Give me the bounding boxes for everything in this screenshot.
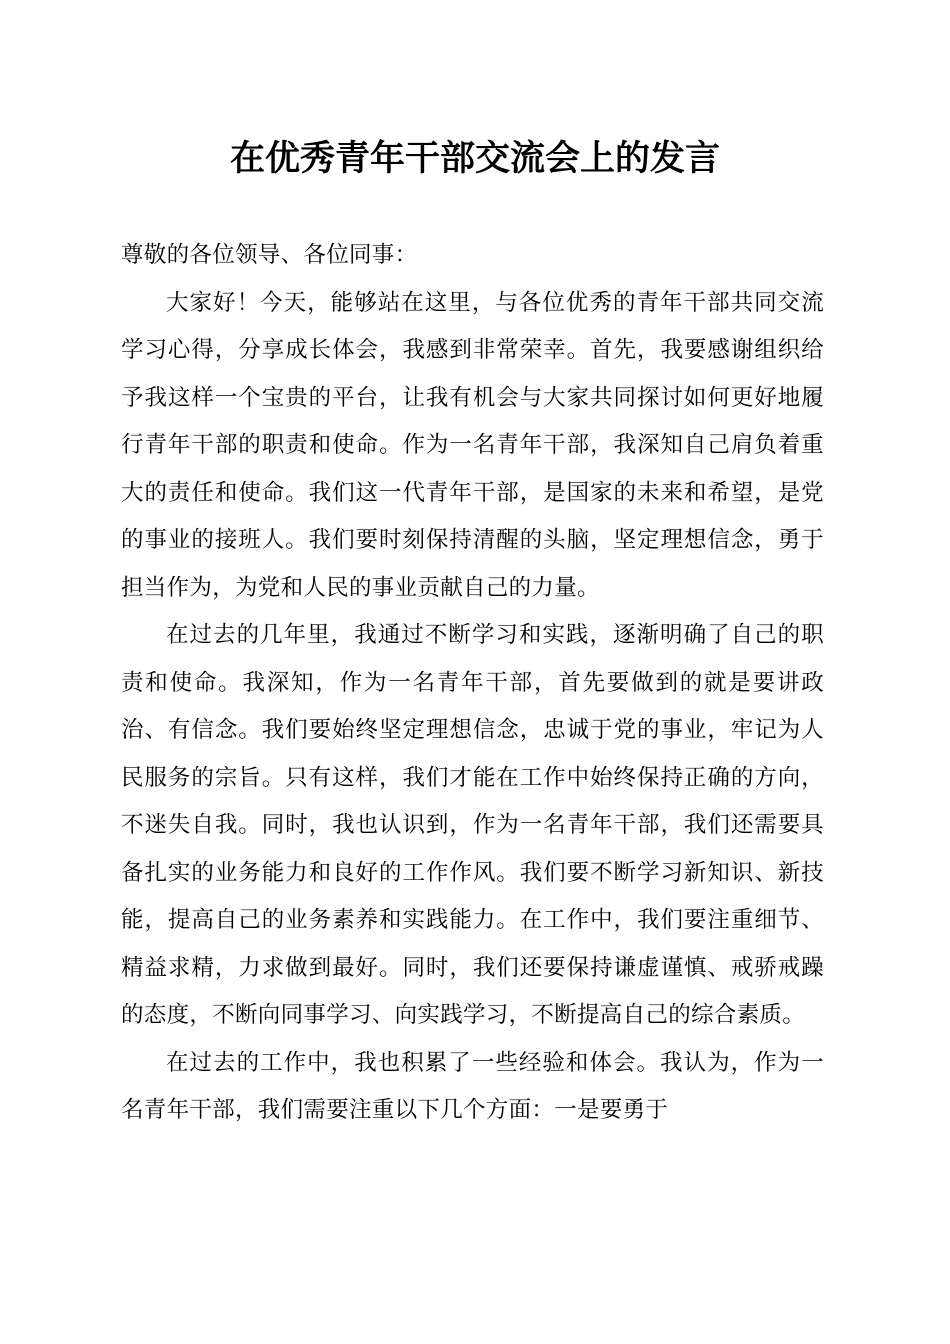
paragraph-1: 大家好！今天，能够站在这里，与各位优秀的青年干部共同交流学习心得，分享成长体会，我感到非常荣幸。首先，我要感谢组织给予我这样一个宝贵的平台，让我有机会与大家共同探讨如何更好地履行青年干部的职责和使命。作为一名青年干部，我深知自己肩负着重大的责任和使命。我们这一代青年干部，是国家的未来和希望，是党的事业的接班人。我们要时刻保持清醒的头脑，坚定理想信念，勇于担当作为，为党和人民的事业贡献自己的力量。 [121, 289, 824, 601]
document-body [121, 232, 824, 1135]
paragraph-2: 在过去的几年里，我通过不断学习和实践，逐渐明确了自己的职责和使命。我深知，作为一名青年干部，首先要做到的就是要讲政治、有信念。我们要始终坚定理想信念，忠诚于党的事业，牢记为人民服务的宗旨。只有这样，我们才能在工作中始终保持正确的方向，不迷失自我。同时，我也认识到，作为一名青年干部，我们还需要具备扎实的业务能力和良好的工作作风。我们要不断学习新知识、新技能，提高自己的业务素养和实践能力。在工作中，我们要注重细节、精益求精，力求做到最好。同时，我们还要保持谦虚谨慎、戒骄戒躁的态度，不断向同事学习、向实践学习，不断提高自己的综合素质。 [121, 622, 824, 1028]
paragraph-3: 在过去的工作中，我也积累了一些经验和体会。我认为，作为一名青年干部，我们需要注重以下几个方面：一是要勇于 [121, 1049, 824, 1123]
salutation: 尊敬的各位领导、各位同事： [121, 242, 418, 268]
document-title: 在优秀青年干部交流会上的发言 [229, 138, 720, 179]
